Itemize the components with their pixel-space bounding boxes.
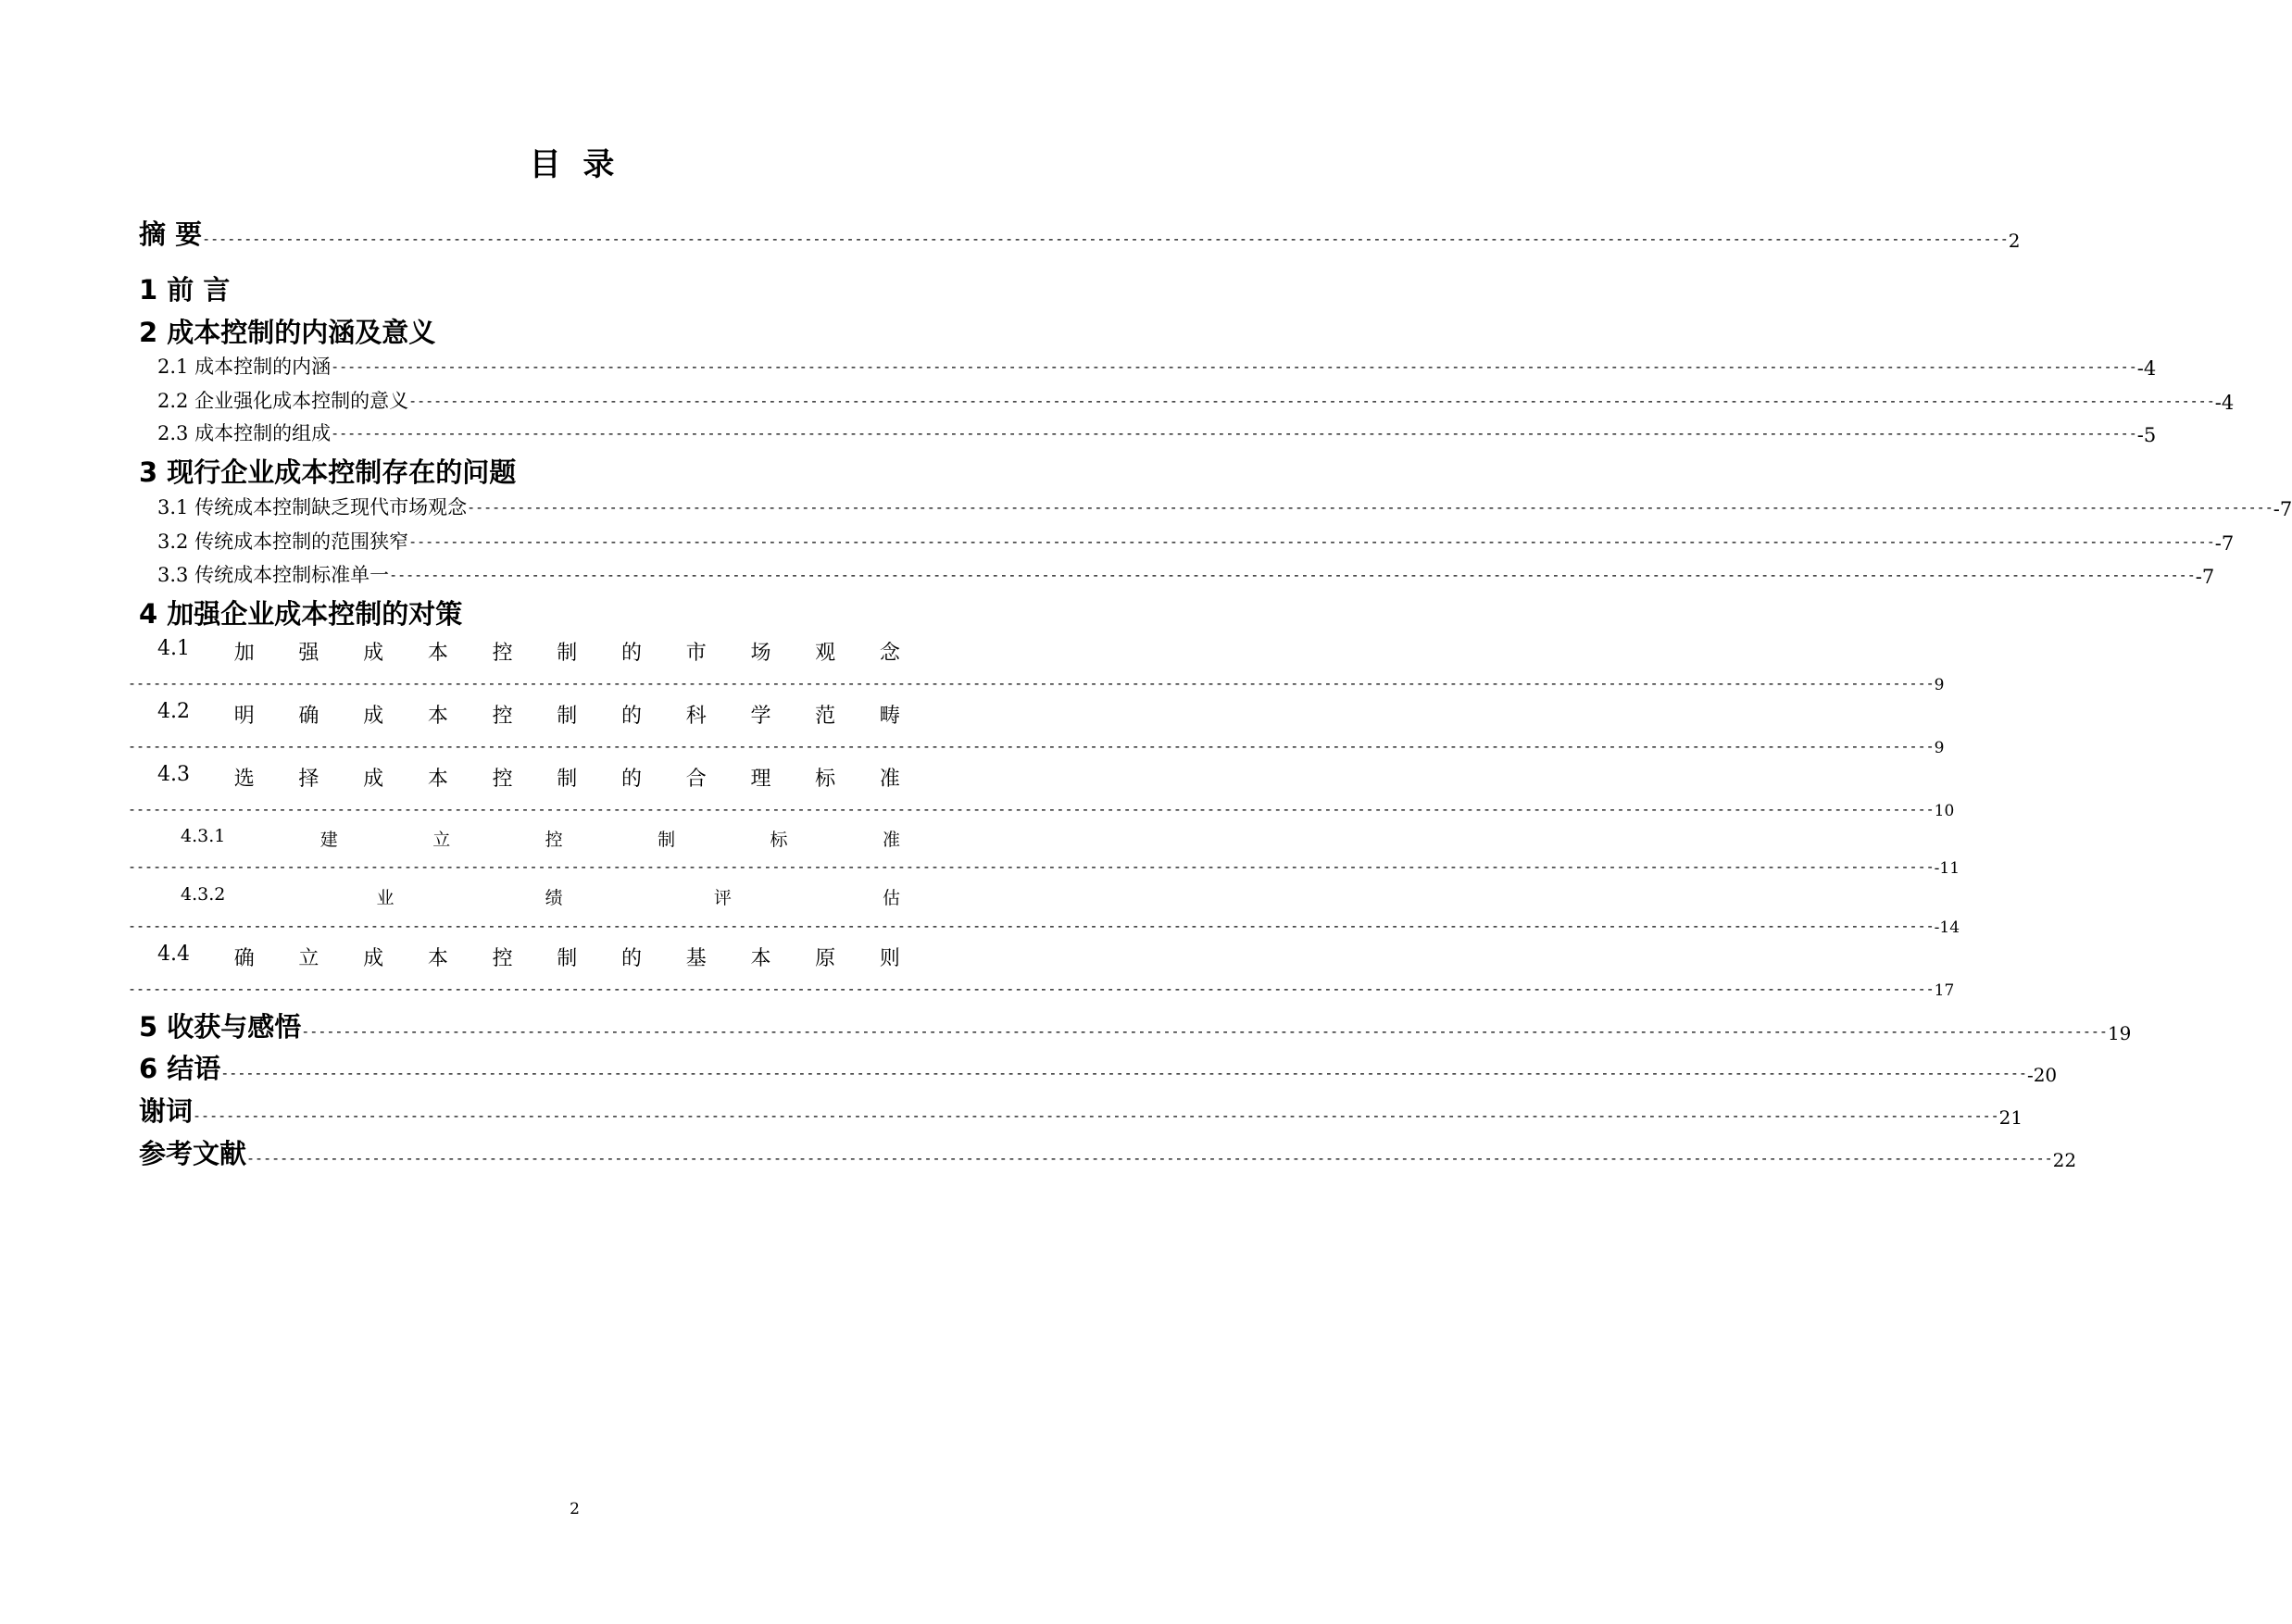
toc-page: 9 [1934, 739, 1945, 757]
toc-tail-4-3-2 [128, 915, 1960, 937]
toc-label: 2.3 成本控制的组成 [157, 422, 332, 444]
toc-tail-4-2 [128, 735, 1945, 757]
toc-char: 评 [713, 888, 732, 908]
toc-char: 成 [363, 642, 384, 665]
toc-char: 择 [298, 768, 319, 791]
toc-page: -4 [2214, 392, 2235, 414]
toc-label: 参考文献 [139, 1138, 247, 1169]
toc-char: 准 [882, 830, 900, 850]
toc-char: 基 [685, 947, 707, 970]
toc-leader: ------------------------------------------------------------------------------------------------------------------------------------------------------------------------------------------------------------------------ [467, 499, 2273, 516]
toc-char: 估 [882, 888, 900, 908]
toc-label: 2 成本控制的内涵及意义 [139, 317, 436, 348]
toc-entry-4-3-1[interactable] [181, 826, 900, 851]
toc-char: 制 [557, 705, 578, 728]
toc-char: 本 [427, 947, 448, 970]
toc-leader: ------------------------------------------------------------------------------------------------------------------------------------------------------------------------------------------------------------------------ [128, 738, 1935, 755]
toc-label: 4 加强企业成本控制的对策 [139, 598, 463, 630]
toc-entry-ch6[interactable] [139, 1047, 2058, 1086]
toc-entry-ch4[interactable] [139, 593, 895, 631]
toc-char: 制 [557, 947, 578, 970]
toc-char: 4.3.1 [181, 826, 226, 846]
toc-entry-4-3-2[interactable] [181, 884, 900, 909]
toc-char: 原 [815, 947, 836, 970]
toc-char: 明 [233, 705, 255, 728]
toc-char: 本 [427, 768, 448, 791]
toc-char: 强 [298, 642, 319, 665]
toc-char: 4.1 [157, 637, 190, 660]
toc-char: 准 [879, 768, 900, 791]
toc-leader: ------------------------------------------------------------------------------------------------------------------------------------------------------------------------------------------------------------------------ [128, 981, 1935, 997]
toc-page: -11 [1934, 859, 1960, 878]
toc-leader: ------------------------------------------------------------------------------------------------------------------------------------------------------------------------------------------------------------------------ [128, 675, 1935, 692]
toc-page: -7 [2273, 498, 2292, 520]
toc-char: 控 [492, 642, 513, 665]
toc-char: 控 [492, 768, 513, 791]
toc-entry-4-3[interactable] [157, 763, 900, 792]
toc-entry-ch3[interactable] [139, 451, 895, 490]
toc-char: 加 [233, 642, 255, 665]
toc-char: 畴 [879, 705, 900, 728]
toc-char: 绩 [545, 888, 563, 908]
toc-page: -7 [2195, 566, 2215, 588]
toc-leader: ------------------------------------------------------------------------------------------------------------------------------------------------------------------------------------------------------------------------ [202, 231, 2009, 247]
toc-page: 10 [1934, 802, 1955, 820]
toc-page: -7 [2214, 532, 2235, 555]
toc-leader: ------------------------------------------------------------------------------------------------------------------------------------------------------------------------------------------------------------------------ [128, 858, 1935, 875]
toc-page: 17 [1934, 981, 1955, 1000]
toc-label: 2.1 成本控制的内涵 [157, 356, 332, 378]
toc-page: 22 [2052, 1149, 2077, 1171]
toc-char: 制 [557, 642, 578, 665]
toc-char: 选 [233, 768, 255, 791]
toc-char: 4.3.2 [181, 884, 226, 905]
toc-char: 场 [750, 642, 771, 665]
toc-char: 立 [298, 947, 319, 970]
toc-page: -4 [2136, 357, 2157, 380]
toc-char: 控 [492, 705, 513, 728]
toc-entry-2-1[interactable] [157, 352, 2157, 380]
toc-leader: ------------------------------------------------------------------------------------------------------------------------------------------------------------------------------------------------------------------------ [331, 425, 2137, 442]
toc-label: 5 收获与感悟 [139, 1011, 302, 1043]
toc-entry-ch2[interactable] [139, 311, 895, 350]
toc-leader: ------------------------------------------------------------------------------------------------------------------------------------------------------------------------------------------------------------------------ [301, 1023, 2108, 1040]
toc-entry-3-3[interactable] [157, 560, 2215, 588]
toc-char: 制 [658, 830, 676, 850]
toc-tail-4-3-1 [128, 856, 1960, 878]
toc-char: 理 [750, 768, 771, 791]
toc-page: -5 [2136, 424, 2157, 446]
toc-page: 19 [2107, 1022, 2132, 1044]
toc-char: 确 [298, 705, 319, 728]
toc-char: 念 [879, 642, 900, 665]
toc-char: 合 [685, 768, 707, 791]
toc-tail-4-4 [128, 978, 1955, 1000]
toc-entry-references[interactable] [139, 1132, 2077, 1171]
toc-entry-4-4[interactable] [157, 943, 900, 971]
toc-label: 3.2 传统成本控制的范围狭窄 [157, 531, 409, 553]
toc-char: 本 [427, 705, 448, 728]
toc-leader: ------------------------------------------------------------------------------------------------------------------------------------------------------------------------------------------------------------------------ [389, 567, 2196, 583]
toc-label: 3 现行企业成本控制存在的问题 [139, 456, 517, 488]
toc-tail-4-3 [128, 798, 1955, 820]
toc-page: 9 [1934, 676, 1945, 694]
toc-entry-abstract[interactable] [139, 213, 2021, 252]
toc-char: 立 [432, 830, 451, 850]
toc-char: 控 [492, 947, 513, 970]
toc-label: 2.2 企业强化成本控制的意义 [157, 390, 409, 412]
toc-leader: ------------------------------------------------------------------------------------------------------------------------------------------------------------------------------------------------------------------------ [331, 358, 2137, 375]
toc-leader: ------------------------------------------------------------------------------------------------------------------------------------------------------------------------------------------------------------------------ [408, 533, 2215, 550]
toc-char: 4.4 [157, 943, 190, 966]
page-title: 目 录 [529, 146, 620, 183]
toc-leader: ------------------------------------------------------------------------------------------------------------------------------------------------------------------------------------------------------------------------ [220, 1065, 2027, 1081]
toc-char: 则 [879, 947, 900, 970]
toc-char: 制 [557, 768, 578, 791]
toc-page: -14 [1934, 918, 1960, 937]
toc-char: 本 [750, 947, 771, 970]
toc-char: 业 [376, 888, 395, 908]
toc-page: 2 [2008, 230, 2021, 252]
toc-char: 本 [427, 642, 448, 665]
toc-page: -20 [2026, 1064, 2058, 1086]
toc-page: 21 [1998, 1106, 2023, 1129]
toc-label: 谢词 [139, 1095, 194, 1127]
toc-char: 标 [815, 768, 836, 791]
toc-tail-4-1 [128, 672, 1945, 694]
toc-char: 的 [621, 768, 643, 791]
toc-entry-4-1[interactable] [157, 637, 900, 666]
toc-char: 科 [685, 705, 707, 728]
toc-entry-ch1[interactable] [139, 269, 895, 307]
toc-leader: ------------------------------------------------------------------------------------------------------------------------------------------------------------------------------------------------------------------------ [193, 1107, 1999, 1124]
toc-label: 摘 要 [139, 219, 203, 250]
toc-char: 4.3 [157, 763, 190, 786]
toc-leader: ------------------------------------------------------------------------------------------------------------------------------------------------------------------------------------------------------------------------ [128, 918, 1935, 934]
page-number: 2 [570, 1500, 580, 1518]
toc-leader: ------------------------------------------------------------------------------------------------------------------------------------------------------------------------------------------------------------------------ [246, 1150, 2053, 1167]
toc-entry-thanks[interactable] [139, 1090, 2023, 1129]
toc-char: 市 [685, 642, 707, 665]
toc-entry-ch5[interactable] [139, 1006, 2132, 1044]
toc-label: 3.1 传统成本控制缺乏现代市场观念 [157, 496, 468, 518]
toc-char: 的 [621, 705, 643, 728]
toc-char: 建 [319, 830, 338, 850]
toc-char: 观 [815, 642, 836, 665]
toc-char: 4.2 [157, 700, 190, 723]
toc-char: 确 [233, 947, 255, 970]
toc-label: 3.3 传统成本控制标准单一 [157, 564, 390, 586]
toc-char: 成 [363, 947, 384, 970]
toc-entry-4-2[interactable] [157, 700, 900, 729]
toc-char: 成 [363, 705, 384, 728]
toc-char: 范 [815, 705, 836, 728]
toc-char: 的 [621, 642, 643, 665]
toc-leader: ------------------------------------------------------------------------------------------------------------------------------------------------------------------------------------------------------------------------ [128, 801, 1935, 818]
toc-char: 成 [363, 768, 384, 791]
toc-label: 6 结语 [139, 1053, 221, 1084]
toc-label: 1 前 言 [139, 274, 231, 306]
toc-char: 控 [545, 830, 563, 850]
toc-entry-2-2[interactable] [157, 386, 2235, 414]
toc-char: 的 [621, 947, 643, 970]
toc-entry-2-3[interactable] [157, 418, 2157, 446]
toc-entry-3-2[interactable] [157, 527, 2235, 555]
toc-leader: ------------------------------------------------------------------------------------------------------------------------------------------------------------------------------------------------------------------------ [408, 393, 2215, 409]
toc-char: 标 [770, 830, 788, 850]
toc-char: 学 [750, 705, 771, 728]
toc-entry-3-1[interactable] [157, 493, 2292, 520]
